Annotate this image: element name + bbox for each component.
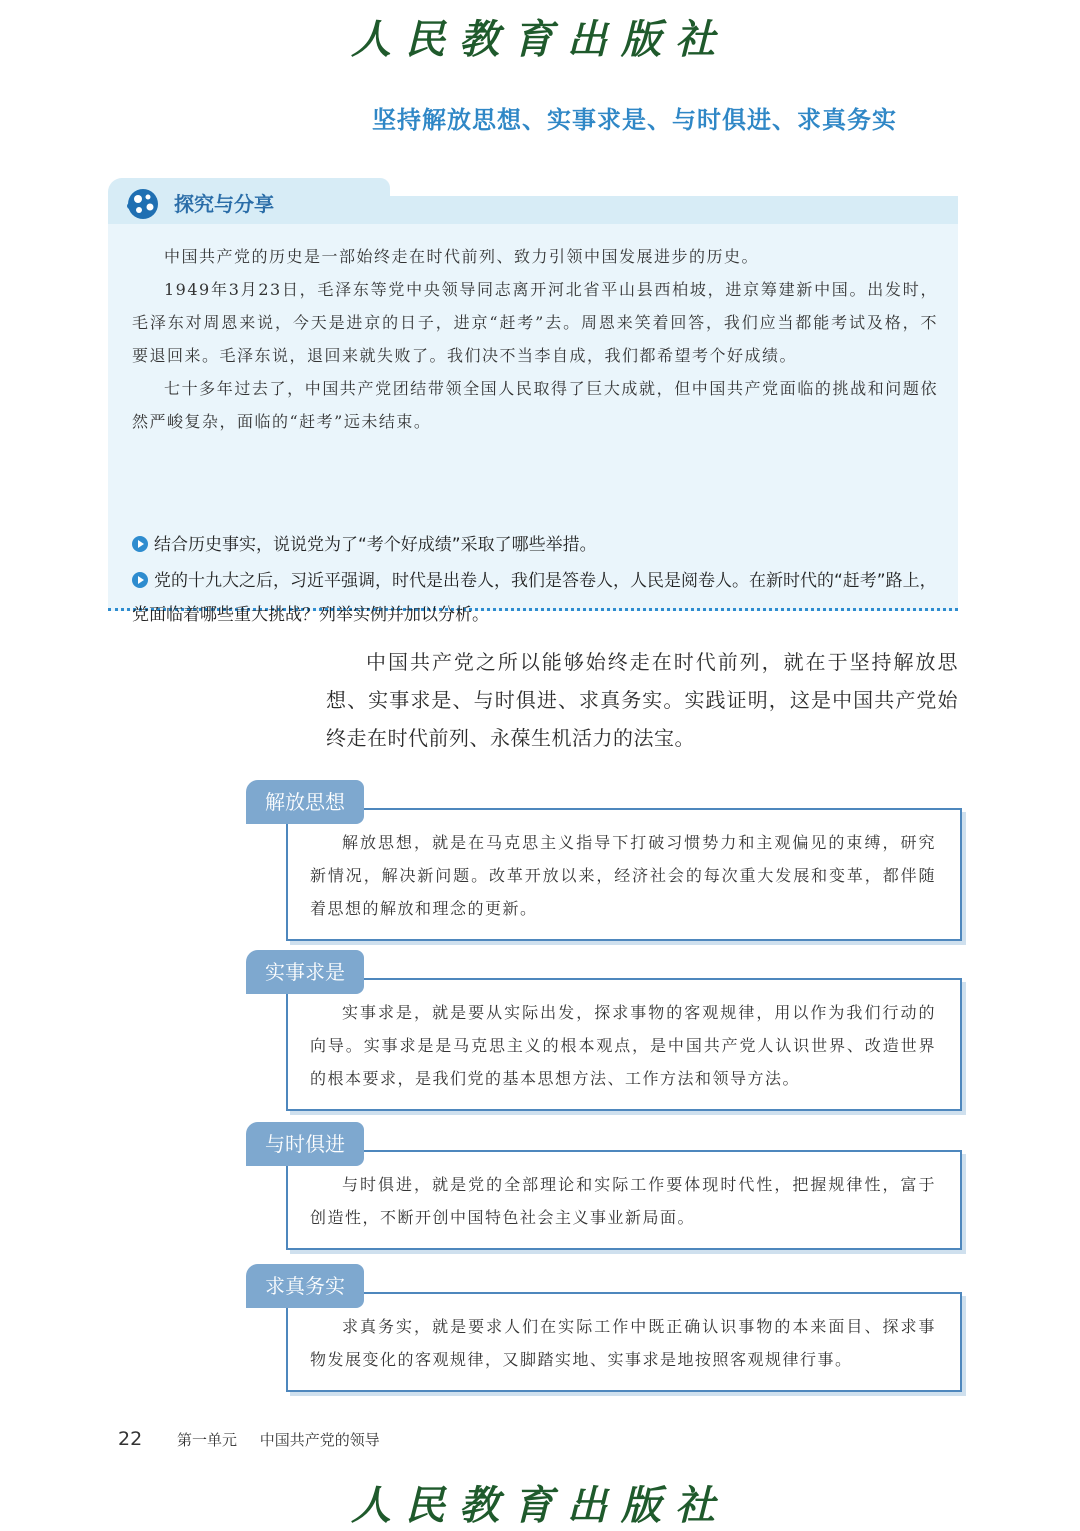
- explore-share-label: 探究与分享: [174, 192, 274, 216]
- publisher-watermark-top: 人民教育出版社: [351, 16, 729, 63]
- unit-label: 第一单元: [176, 1431, 237, 1449]
- explore-question: [132, 528, 942, 562]
- unit-title: 中国共产党的领导: [259, 1431, 380, 1449]
- explore-share-icon: [126, 187, 160, 221]
- page-footer: [118, 1428, 380, 1450]
- page-number: 22: [118, 1428, 143, 1450]
- concept-box: [286, 1150, 962, 1250]
- concept-tag: 与时俱进: [246, 1122, 364, 1166]
- play-bullet-icon: [132, 536, 148, 552]
- question-text: 党的十九大之后，习近平强调，时代是出卷人，我们是答卷人，人民是阅卷人。在新时代的“赶考”路上，党面临着哪些重大挑战？列举实例并加以分析。: [132, 571, 937, 625]
- explore-paragraph: 1949年3月23日，毛泽东等党中央领导同志离开河北省平山县西柏坡，进京筹建新中国。出发时，毛泽东对周恩来说，今天是进京的日子，进京“赶考”去。周恩来笑着回答，我们应当都能考试及格，不要退回来。毛泽东说，退回来就失败了。我们决不当李自成，我们都希望考个好成绩。: [132, 280, 938, 365]
- concept-tag: 求真务实: [246, 1264, 364, 1308]
- publisher-watermark-bottom: 人民教育出版社: [351, 1482, 729, 1529]
- concept-text: 实事求是，就是要从实际出发，探求事物的客观规律，用以作为我们行动的向导。实事求是是马克思主义的根本观点，是中国共产党人认识世界、改造世界的根本要求，是我们党的基本思想方法、工作方法和领导方法。: [310, 1003, 936, 1088]
- concept-tag: 实事求是: [246, 950, 364, 994]
- question-text: 结合历史事实，说说党为了“考个好成绩”采取了哪些举措。: [154, 535, 597, 555]
- main-paragraph-text: 中国共产党之所以能够始终走在时代前列，就在于坚持解放思想、实事求是、与时俱进、求真务实。实践证明，这是中国共产党始终走在时代前列、永葆生机活力的法宝。: [326, 650, 958, 750]
- explore-paragraph: 中国共产党的历史是一部始终走在时代前列、致力引领中国发展进步的历史。: [164, 247, 760, 266]
- explore-question: [132, 564, 942, 632]
- explore-text: [132, 240, 938, 438]
- concept-box: [286, 808, 962, 941]
- explore-paragraph: 七十多年过去了，中国共产党团结带领全国人民取得了巨大成就，但中国共产党面临的挑战和问题依然严峻复杂，面临的“赶考”远未结束。: [132, 379, 938, 431]
- concept-text: 求真务实，就是要求人们在实际工作中既正确认识事物的本来面目、探求事物发展变化的客观规律，又脚踏实地、实事求是地按照客观规律行事。: [310, 1317, 936, 1369]
- concept-box: [286, 1292, 962, 1392]
- concept-text: 与时俱进，就是党的全部理论和实际工作要体现时代性，把握规律性，富于创造性，不断开创中国特色社会主义事业新局面。: [310, 1175, 936, 1227]
- explore-body: [108, 224, 958, 625]
- section-title: 坚持解放思想、实事求是、与时俱进、求真务实: [372, 105, 897, 134]
- concept-text: 解放思想，就是在马克思主义指导下打破习惯势力和主观偏见的束缚，研究新情况，解决新问题。改革开放以来，经济社会的每次重大发展和变革，都伴随着思想的解放和理念的更新。: [310, 833, 936, 918]
- concept-tag: 解放思想: [246, 780, 364, 824]
- play-bullet-icon: [132, 572, 148, 588]
- main-paragraph: [326, 643, 958, 757]
- concept-box: [286, 978, 962, 1111]
